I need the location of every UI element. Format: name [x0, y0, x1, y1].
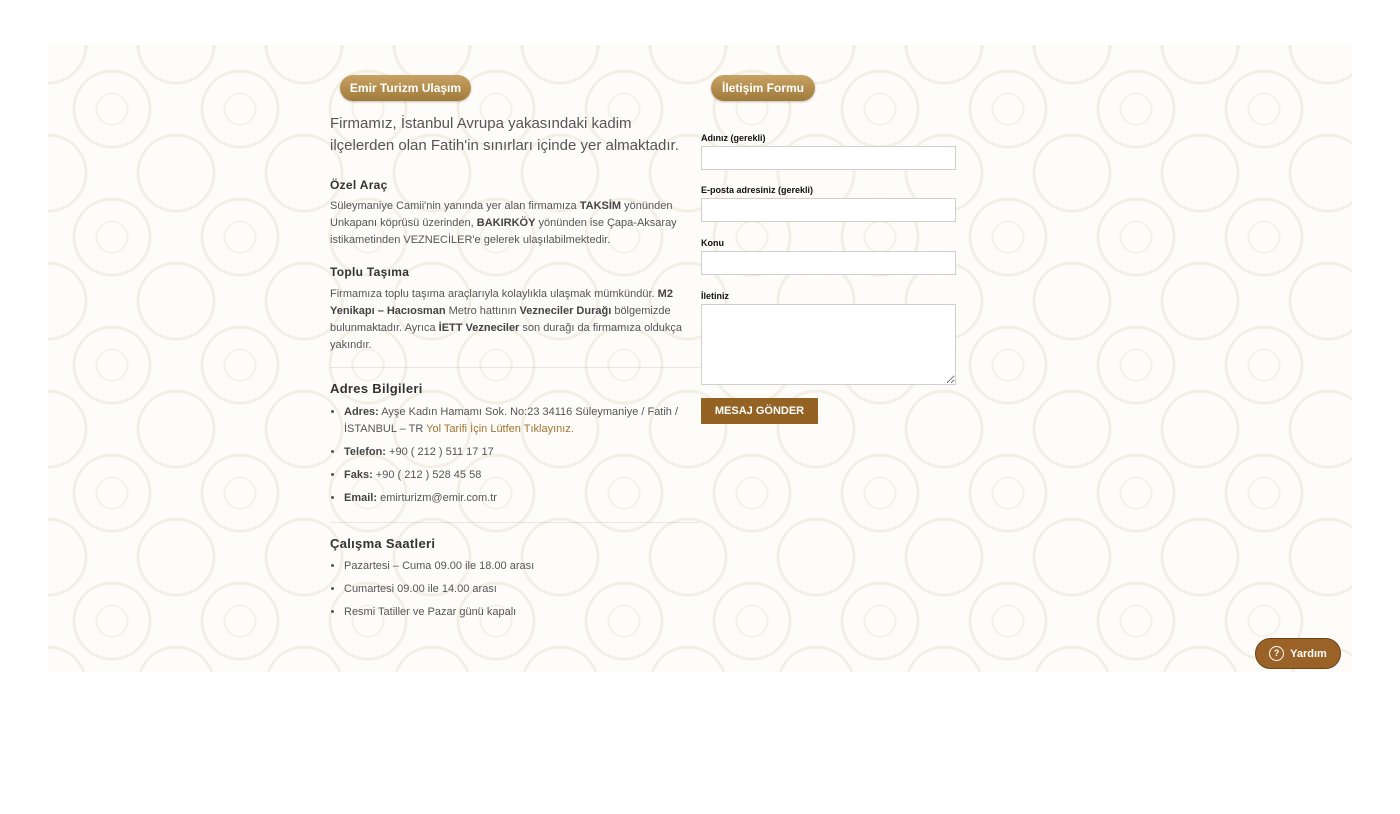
public-transport-heading: Toplu Taşıma [330, 265, 410, 279]
section-pill-transport: Emir Turizm Ulaşım [340, 75, 471, 101]
private-car-text: Süleymaniye Camii'nin yanında yer alan firmamıza TAKSİM yönünden Unkapanı köprüsü üzerinden, BAKIRKÖY yönünden ise Çapa-Aksaray istikametinden VEZNECİLER'e gelerek ulaşılabilmektedir. [330, 200, 677, 246]
address-item: • Adres: Ayşe Kadın Hamamı Sok. No:23 34116 Süleymaniye / Fatih / İSTANBUL – TR Yol Tarifi İçin Lütfen Tıklayınız. [344, 404, 704, 438]
hours-item: • Resmi Tatiller ve Pazar günü kapalı [344, 604, 704, 621]
help-label: Yardım [1290, 647, 1327, 660]
hours-item: • Cumartesi 09.00 ile 14.00 arası [344, 581, 704, 598]
section-pill-contact-form: İletişim Formu [711, 75, 815, 101]
working-hours-heading: Çalışma Saatleri [330, 536, 436, 551]
email-item: • Email: emirturizm@emir.com.tr [344, 490, 704, 507]
email-field[interactable] [701, 198, 956, 222]
directions-link[interactable]: Yol Tarifi İçin Lütfen Tıklayınız. [426, 423, 574, 435]
subject-field[interactable] [701, 251, 956, 275]
email-label: E-posta adresiniz (gerekli) [701, 185, 814, 195]
public-transport-text: Firmamıza toplu taşıma araçlarıyla kolaylıkla ulaşmak mümkündür. M2 Yenikapı – Hacıosman Metro hattının Vezneciler Durağı bölgemizde bulunmaktadır. Ayrıca İETT Vezneciler son durağı da firmamıza oldukça yakındır. [330, 288, 682, 351]
contact-info-list [330, 404, 704, 513]
name-field[interactable] [701, 146, 956, 170]
address-heading: Adres Bilgileri [330, 381, 423, 396]
hours-item: • Pazartesi – Cuma 09.00 ile 18.00 arası [344, 558, 704, 575]
private-car-heading: Özel Araç [330, 178, 388, 192]
question-circle-icon: ? [1269, 646, 1284, 661]
fax-item: • Faks: +90 ( 212 ) 528 45 58 [344, 467, 704, 484]
message-label: İletiniz [701, 291, 730, 301]
working-hours-list [330, 558, 704, 627]
subject-label: Konu [701, 238, 724, 248]
divider [330, 367, 700, 368]
message-textarea[interactable] [701, 304, 956, 385]
help-button[interactable] [1255, 638, 1341, 669]
phone-item: • Telefon: +90 ( 212 ) 511 17 17 [344, 444, 704, 461]
send-message-button[interactable]: MESAJ GÖNDER [701, 398, 818, 424]
name-label: Adınız (gerekli) [701, 133, 766, 143]
intro-text: Firmamız, İstanbul Avrupa yakasındaki kadim ilçelerden olan Fatih'in sınırları içinde yer almaktadır. [330, 115, 679, 154]
divider [330, 522, 700, 523]
